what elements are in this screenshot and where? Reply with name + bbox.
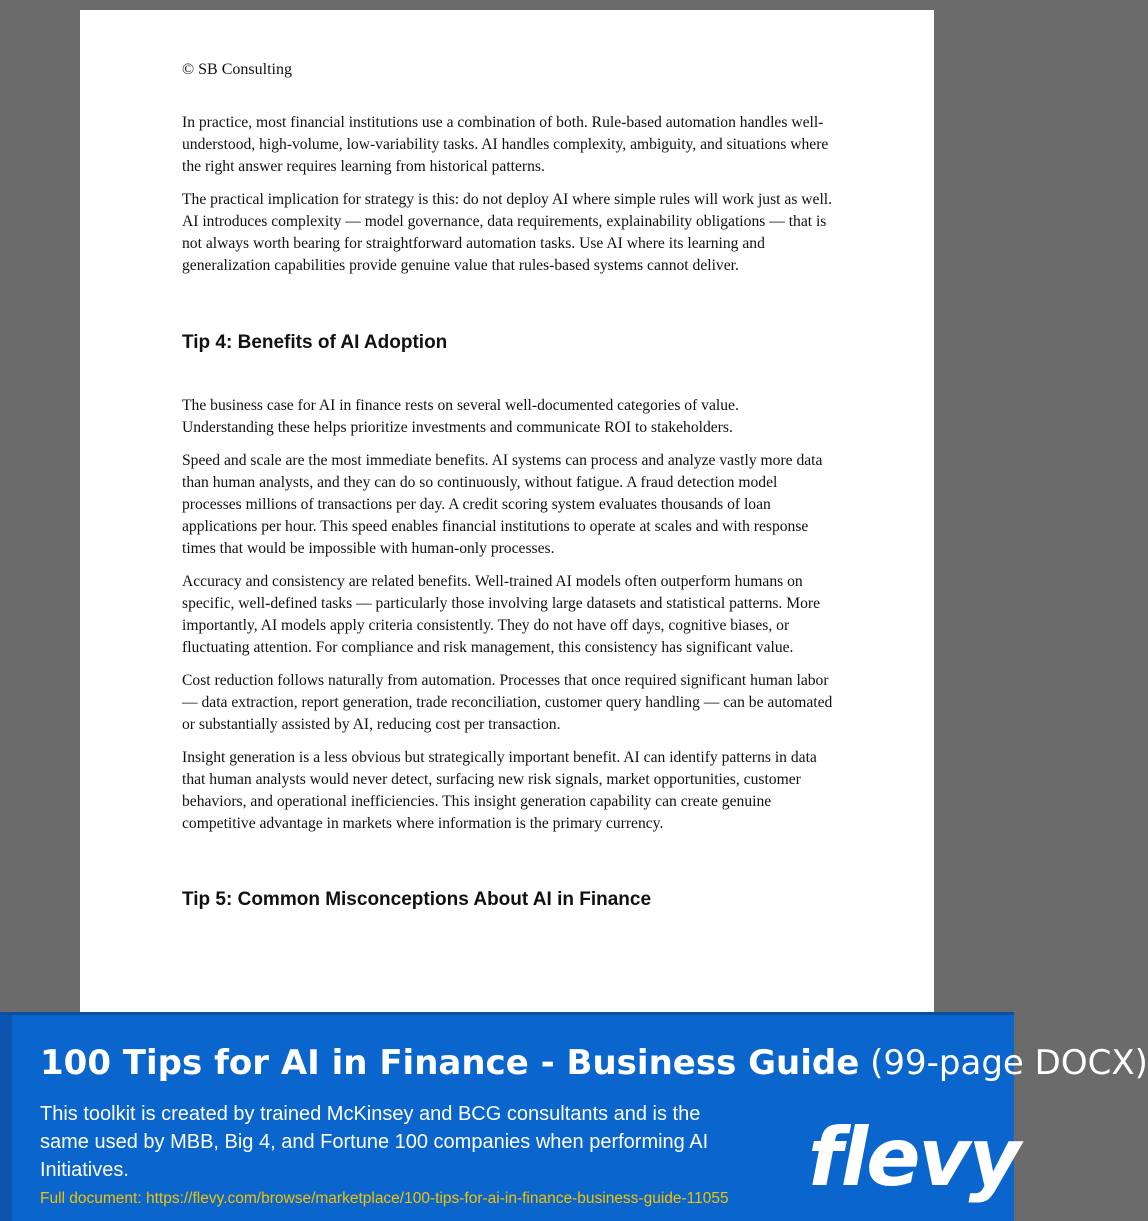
- paragraph-tip4-3: Accuracy and consistency are related benefits. Well-trained AI models often outperform humans on specific, well-defined tasks — particularly those involving large datasets and statistical patterns. More importantly, AI models apply criteria consistently. They do not have off days, cognitive biases, or fluctuating attention. For compliance and risk management, this consistency has significant value.: [182, 573, 821, 656]
- paragraph-tip4-5: Insight generation is a less obvious but strategically important benefit. AI can identify patterns in data that human analysts would never detect, surfacing new risk signals, market opportunities, customer behaviors, and operational inefficiencies. This insight generation capability can create genuine competitive advantage in markets where information is the primary currency.: [182, 749, 817, 832]
- paragraph-tip4-2: Speed and scale are the most immediate benefits. AI systems can process and analyze vastly more data than human analysts, and they can do so continuously, without fatigue. A fraud detection model processes millions of transactions per day. A credit scoring system evaluates thousands of loan applications per hour. This speed enables financial institutions to operate at scales and with response times that would be impossible with human-only processes.: [182, 452, 823, 557]
- banner-title: [40, 1043, 1148, 1083]
- banner-edge: [0, 1015, 12, 1221]
- paragraph-tip4-4: Cost reduction follows naturally from automation. Processes that once required significant human labor — data extraction, report generation, trade reconciliation, customer query handling — can be automated or substantially assisted by AI, reducing cost per transaction.: [182, 672, 833, 733]
- banner-description: This toolkit is created by trained McKinsey and BCG consultants and is the same used by MBB, Big 4, and Fortune 100 companies when performing AI Initiatives.: [40, 1103, 709, 1181]
- document-page: [80, 10, 934, 1014]
- banner-title-main: 100 Tips for AI in Finance - Business Guide: [40, 1043, 860, 1083]
- tip5-heading: Tip 5: Common Misconceptions About AI in Finance: [182, 889, 652, 910]
- banner-title-suffix: (99-page DOCX): [859, 1043, 1148, 1083]
- promo-banner: [0, 1012, 1148, 1221]
- copyright-notice: © SB Consulting: [182, 61, 292, 78]
- page-content: [182, 60, 834, 912]
- document-link[interactable]: https://flevy.com/browse/marketplace/100-tips-for-ai-in-finance-business-guide-11055: [145, 1190, 729, 1207]
- banner-link-line: [40, 1189, 729, 1209]
- paragraph-intro-1: In practice, most financial institutions use a combination of both. Rule-based automation handles well-understood, high-volume, low-variability tasks. AI handles complexity, ambiguity, and situations where the right answer requires learning from historical patterns.: [182, 114, 829, 175]
- paragraph-tip4-1: The business case for AI in finance rests on several well-documented categories of value. Understanding these helps prioritize investments and communicate ROI to stakeholders.: [182, 397, 739, 436]
- banner-link-label: Full document:: [40, 1190, 146, 1207]
- paragraph-intro-2: The practical implication for strategy is this: do not deploy AI where simple rules will work just as well. AI introduces complexity — model governance, data requirements, explainability obligations — that is not always worth bearing for straightforward automation tasks. Use AI where its learning and generalization capabilities provide genuine value that rules-based systems cannot deliver.: [182, 191, 833, 274]
- tip4-heading: Tip 4: Benefits of AI Adoption: [182, 332, 448, 353]
- flevy-logo[interactable]: flevy: [808, 1111, 1019, 1204]
